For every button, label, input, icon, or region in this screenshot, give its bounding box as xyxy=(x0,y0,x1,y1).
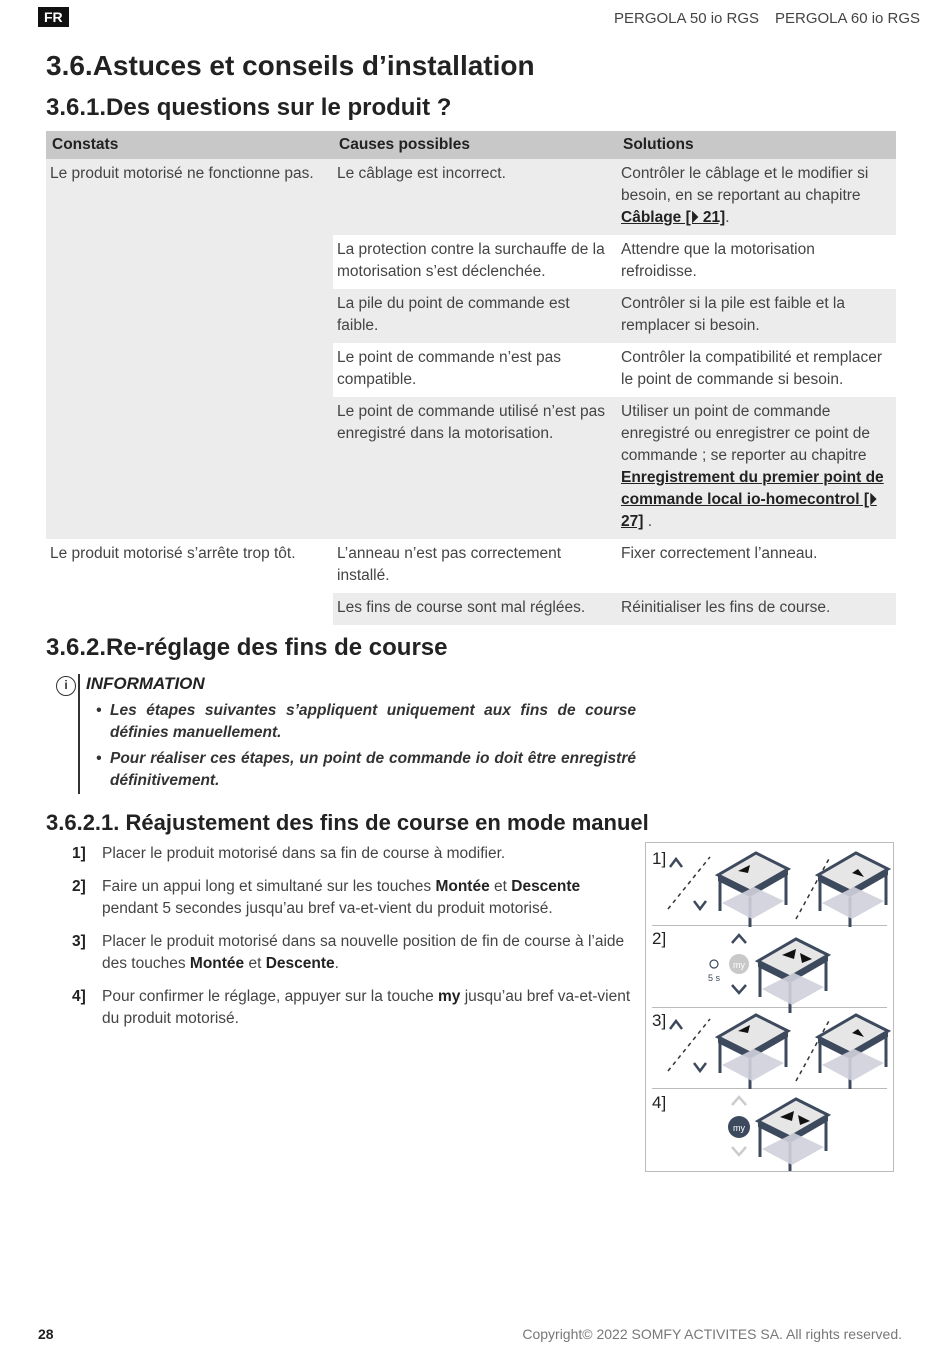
info-bullet-list xyxy=(96,700,636,796)
column-header-causes: Causes possibles xyxy=(333,131,617,159)
column-header-solutions: Solutions xyxy=(617,131,896,159)
list-item: • Pour réaliser ces étapes, un point de commande io doit être enregistré définitivement. xyxy=(96,748,636,792)
step-number: 3] xyxy=(72,933,86,950)
step-text: Placer le produit motorisé dans sa nouvelle position de fin de course à l’aide des touches xyxy=(102,933,625,972)
step-number: 2] xyxy=(72,878,86,895)
table-row xyxy=(46,539,896,593)
timer-label: 5 s xyxy=(707,973,721,983)
step-text: pendant 5 secondes jusqu’au bref va-et-vient du produit motorisé. xyxy=(102,900,553,917)
step-text: Placer le produit motorisé dans sa fin de course à modifier. xyxy=(102,845,506,862)
figure-label-1: 1] xyxy=(652,849,667,868)
step-text: . xyxy=(334,955,339,972)
up-arrow-icon xyxy=(732,1097,746,1105)
timer-icon xyxy=(710,960,718,968)
step-number: 4] xyxy=(72,988,86,1005)
solution-suffix: . xyxy=(725,209,730,226)
troubleshooting-table xyxy=(46,131,896,625)
pergola-illustration xyxy=(646,843,893,1171)
table-cell-cause: Le point de commande n’est pas compatible. xyxy=(333,343,617,397)
step-1-diagram xyxy=(668,853,888,927)
up-arrow-icon xyxy=(732,935,746,943)
step-4 xyxy=(70,986,638,1030)
step-number: 1] xyxy=(72,845,86,862)
info-title: INFORMATION xyxy=(86,674,205,693)
table-cell-cause: Les fins de course sont mal réglées. xyxy=(333,593,617,625)
down-arrow-icon xyxy=(732,1147,746,1155)
info-divider xyxy=(78,674,80,794)
key-montee: Montée xyxy=(189,955,245,972)
key-descente: Descente xyxy=(265,955,335,972)
up-arrow-icon xyxy=(670,859,682,867)
table-cell-solution: Réinitialiser les fins de course. xyxy=(617,593,896,625)
copyright-notice: Copyright© 2022 SOMFY ACTIVITES SA. All rights reserved. xyxy=(522,1326,902,1342)
subsection-title-questions: 3.6.1.Des questions sur le produit ? xyxy=(46,94,452,121)
column-header-constats: Constats xyxy=(46,131,333,159)
table-cell-solution: Contrôler si la pile est faible et la remplacer si besoin. xyxy=(617,289,896,343)
step-3 xyxy=(70,931,638,975)
solution-text: Utiliser un point de commande enregistré ou enregistrer ce point de commande ; se reporter au chapitre xyxy=(621,403,871,464)
step-text: et xyxy=(489,878,512,895)
table-cell-cause: Le point de commande utilisé n’est pas enregistré dans la motorisation. xyxy=(333,397,617,539)
subsubsection-title: 3.6.2.1. Réajustement des fins de course en mode manuel xyxy=(46,810,649,835)
table-cell-cause: La protection contre la surchauffe de la motorisation s’est déclenchée. xyxy=(333,235,617,289)
figure-label-3: 3] xyxy=(652,1011,667,1030)
table-cell-solution: Fixer correctement l’anneau. xyxy=(617,539,896,593)
procedure-figure xyxy=(645,842,894,1172)
step-3-diagram xyxy=(668,1015,888,1089)
table-cell-cause: La pile du point de commande est faible. xyxy=(333,289,617,343)
table-cell-cause: Le câblage est incorrect. xyxy=(333,159,617,235)
table-cell-solution: Attendre que la motorisation refroidisse. xyxy=(617,235,896,289)
model-name-2: PERGOLA 60 io RGS xyxy=(775,10,921,27)
step-1 xyxy=(70,843,638,865)
figure-label-2: 2] xyxy=(652,929,667,948)
list-item: • Les étapes suivantes s’appliquent uniquement aux fins de course définies manuellement. xyxy=(96,700,636,744)
model-name-1: PERGOLA 50 io RGS xyxy=(614,10,760,27)
key-montee: Montée xyxy=(435,878,490,895)
my-button-label: my xyxy=(733,960,745,970)
table-header-row xyxy=(46,131,896,159)
table-row xyxy=(46,159,896,235)
solution-suffix: . xyxy=(643,513,653,530)
my-button-label: my xyxy=(733,1123,745,1133)
down-arrow-icon xyxy=(694,1063,706,1071)
section-title: 3.6.Astuces et conseils d’installation xyxy=(46,50,535,81)
language-badge: FR xyxy=(38,7,69,27)
table-cell-solution xyxy=(617,397,896,539)
procedure-steps xyxy=(70,843,638,1041)
info-icon: i xyxy=(56,676,76,696)
link-cablage[interactable]: Câblage [⏵ 21] xyxy=(621,209,726,226)
table-cell-constat: Le produit motorisé s’arrête trop tôt. xyxy=(46,539,333,625)
key-descente: Descente xyxy=(511,878,581,895)
step-text: jusqu’au bref va-et-vient du produit motorisé. xyxy=(102,988,631,1027)
down-arrow-icon xyxy=(732,985,746,993)
step-2-diagram xyxy=(708,935,828,1013)
step-2 xyxy=(70,876,638,920)
page-number: 28 xyxy=(38,1326,54,1342)
solution-text: Contrôler le câblage et le modifier si besoin, en se reportant au chapitre xyxy=(621,165,869,204)
table-cell-solution: Contrôler la compatibilité et remplacer le point de commande si besoin. xyxy=(617,343,896,397)
subsection-title-fins-de-course: 3.6.2.Re-réglage des fins de course xyxy=(46,634,448,661)
step-text: Faire un appui long et simultané sur les touches xyxy=(102,878,436,895)
step-text: et xyxy=(244,955,266,972)
table-cell-cause: L’anneau n’est pas correctement installé. xyxy=(333,539,617,593)
key-my: my xyxy=(438,988,461,1005)
up-arrow-icon xyxy=(670,1021,682,1029)
link-enregistrement[interactable]: Enregistrement du premier point de commande local io-homecontrol [⏵ 27] xyxy=(621,469,884,530)
step-text: Pour confirmer le réglage, appuyer sur la touche xyxy=(102,988,439,1005)
down-arrow-icon xyxy=(694,901,706,909)
table-cell-solution xyxy=(617,159,896,235)
figure-label-4: 4] xyxy=(652,1093,667,1112)
step-4-diagram xyxy=(728,1097,828,1171)
table-cell-constat: Le produit motorisé ne fonctionne pas. xyxy=(46,159,333,539)
